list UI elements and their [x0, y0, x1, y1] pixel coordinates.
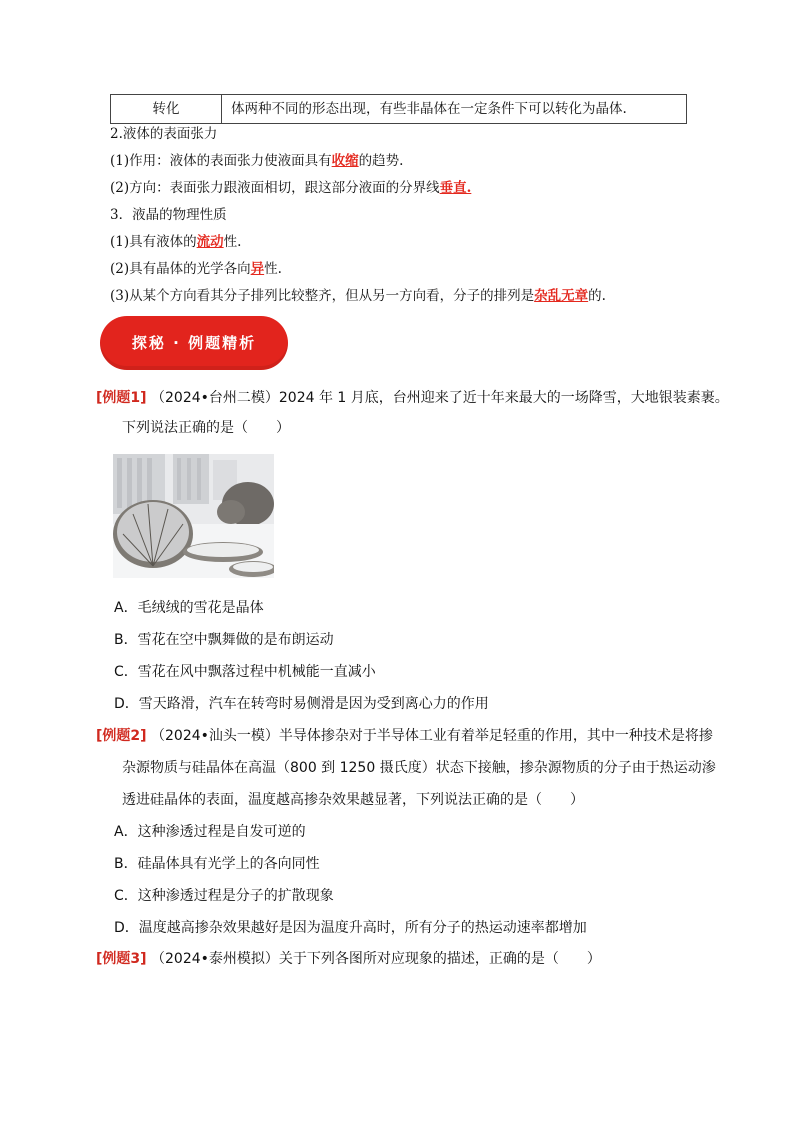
example1-option-b: B．雪花在空中飘舞做的是布朗运动 [114, 632, 334, 648]
example2-line2: 杂源物质与硅晶体在高温（800 到 1250 摄氏度）状态下接触，掺杂源物质的分子由于热运动渗 [122, 760, 716, 776]
section3-heading: 3．液晶的物理性质 [110, 207, 227, 223]
example2-line1: [例题2] （2024•汕头一模）半导体掺杂对于半导体工业有着举足轻重的作用，其中一种技术是将掺 [96, 728, 713, 744]
example2-option-b: B．硅晶体具有光学上的各向同性 [114, 856, 320, 872]
section3-item2: (2)具有晶体的光学各向异性. [110, 261, 282, 277]
section3-item3: (3)从某个方向看其分子排列比较整齐，但从另一方向看，分子的排列是杂乱无章的. [110, 288, 606, 304]
example1-line1: [例题1] （2024•台州二模）2024 年 1 月底，台州迎来了近十年来最大的一场降雪，大地银装素裹。 [96, 390, 729, 406]
example1-option-a: A．毛绒绒的雪花是晶体 [114, 600, 264, 616]
section-banner [100, 316, 288, 370]
example3-line1: [例题3] （2024•泰州模拟）关于下列各图所对应现象的描述，正确的是（ ） [96, 951, 601, 967]
section2-item2: (2)方向：表面张力跟液面相切，跟这部分液面的分界线垂直. [110, 180, 472, 196]
example2-option-d: D．温度越高掺杂效果越好是因为温度升高时，所有分子的热运动速率都增加 [114, 920, 587, 936]
table-row-text: 体两种不同的形态出现，有些非晶体在一定条件下可以转化为晶体. [231, 101, 627, 117]
example-tag: [例题3] [96, 951, 147, 967]
table-row-label: 转化 [111, 95, 222, 123]
example-tag: [例题2] [96, 728, 147, 744]
example1-line2: 下列说法正确的是（ ） [122, 420, 290, 436]
key-term: 流动 [196, 234, 224, 250]
example2-option-c: C．这种渗透过程是分子的扩散现象 [114, 888, 334, 904]
example1-option-d: D．雪天路滑，汽车在转弯时易侧滑是因为受到离心力的作用 [114, 696, 489, 712]
key-term: 垂直. [439, 180, 472, 196]
key-term: 异 [250, 261, 265, 277]
property-table [110, 94, 687, 124]
example-tag: [例题1] [96, 390, 147, 406]
section2-item1: (1)作用：液体的表面张力使液面具有收缩的趋势. [110, 153, 404, 169]
example2-option-a: A．这种渗透过程是自发可逆的 [114, 824, 306, 840]
section2-heading: 2.液体的表面张力 [110, 126, 218, 142]
snow-photo [113, 454, 274, 578]
section3-item1: (1)具有液体的流动性. [110, 234, 242, 250]
snow-scene-image [113, 454, 274, 578]
example1-option-c: C．雪花在风中飘落过程中机械能一直减小 [114, 664, 376, 680]
key-term: 杂乱无章 [534, 288, 589, 304]
example2-line3: 透进硅晶体的表面，温度越高掺杂效果越显著，下列说法正确的是（ ） [122, 792, 584, 808]
banner-label: 探秘 · 例题精析 [131, 334, 257, 352]
key-term: 收缩 [331, 153, 359, 169]
